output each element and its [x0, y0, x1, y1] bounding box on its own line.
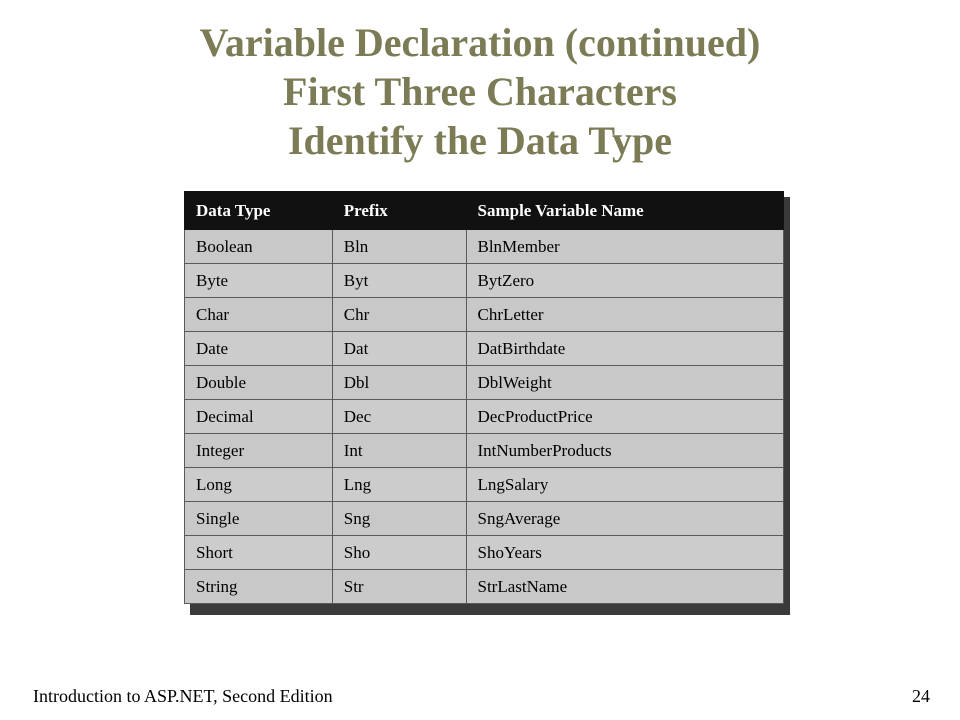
cell-data-type: Double: [185, 366, 333, 400]
cell-prefix: Byt: [332, 264, 466, 298]
cell-sample-name: BytZero: [466, 264, 784, 298]
cell-data-type: Byte: [185, 264, 333, 298]
table-row: [185, 502, 784, 536]
table-row: [185, 264, 784, 298]
table-row: [185, 298, 784, 332]
cell-prefix: Lng: [332, 468, 466, 502]
cell-sample-name: BlnMember: [466, 230, 784, 264]
header-sample-variable-name: Sample Variable Name: [466, 192, 784, 230]
cell-sample-name: IntNumberProducts: [466, 434, 784, 468]
cell-sample-name: DblWeight: [466, 366, 784, 400]
cell-prefix: Dbl: [332, 366, 466, 400]
cell-data-type: Long: [185, 468, 333, 502]
cell-sample-name: LngSalary: [466, 468, 784, 502]
table-row: [185, 570, 784, 604]
cell-sample-name: DatBirthdate: [466, 332, 784, 366]
cell-prefix: Chr: [332, 298, 466, 332]
cell-data-type: String: [185, 570, 333, 604]
cell-data-type: Short: [185, 536, 333, 570]
table-row: [185, 400, 784, 434]
table-row: [185, 468, 784, 502]
cell-sample-name: DecProductPrice: [466, 400, 784, 434]
title-line-3: Identify the Data Type: [287, 118, 673, 163]
data-type-table: [184, 191, 784, 604]
cell-sample-name: StrLastName: [466, 570, 784, 604]
header-prefix: Prefix: [332, 192, 466, 230]
cell-prefix: Sho: [332, 536, 466, 570]
table-row: [185, 366, 784, 400]
cell-data-type: Char: [185, 298, 333, 332]
table-row: [185, 332, 784, 366]
cell-prefix: Bln: [332, 230, 466, 264]
cell-prefix: Int: [332, 434, 466, 468]
slide-title: [0, 18, 960, 165]
footer-course-title: Introduction to ASP.NET, Second Edition: [33, 686, 333, 706]
cell-data-type: Integer: [185, 434, 333, 468]
cell-data-type: Boolean: [185, 230, 333, 264]
cell-data-type: Single: [185, 502, 333, 536]
table-header-row: [185, 192, 784, 230]
cell-sample-name: SngAverage: [466, 502, 784, 536]
page-number: 24: [912, 686, 930, 706]
cell-prefix: Dec: [332, 400, 466, 434]
title-line-2: First Three Characters: [283, 69, 677, 114]
table-row: [185, 434, 784, 468]
cell-data-type: Decimal: [185, 400, 333, 434]
cell-prefix: Str: [332, 570, 466, 604]
header-data-type: Data Type: [185, 192, 333, 230]
title-line-1: Variable Declaration (continued): [199, 20, 761, 65]
table-row: [185, 230, 784, 264]
cell-prefix: Sng: [332, 502, 466, 536]
table-row: [185, 536, 784, 570]
cell-data-type: Date: [185, 332, 333, 366]
cell-sample-name: ShoYears: [466, 536, 784, 570]
cell-sample-name: ChrLetter: [466, 298, 784, 332]
cell-prefix: Dat: [332, 332, 466, 366]
